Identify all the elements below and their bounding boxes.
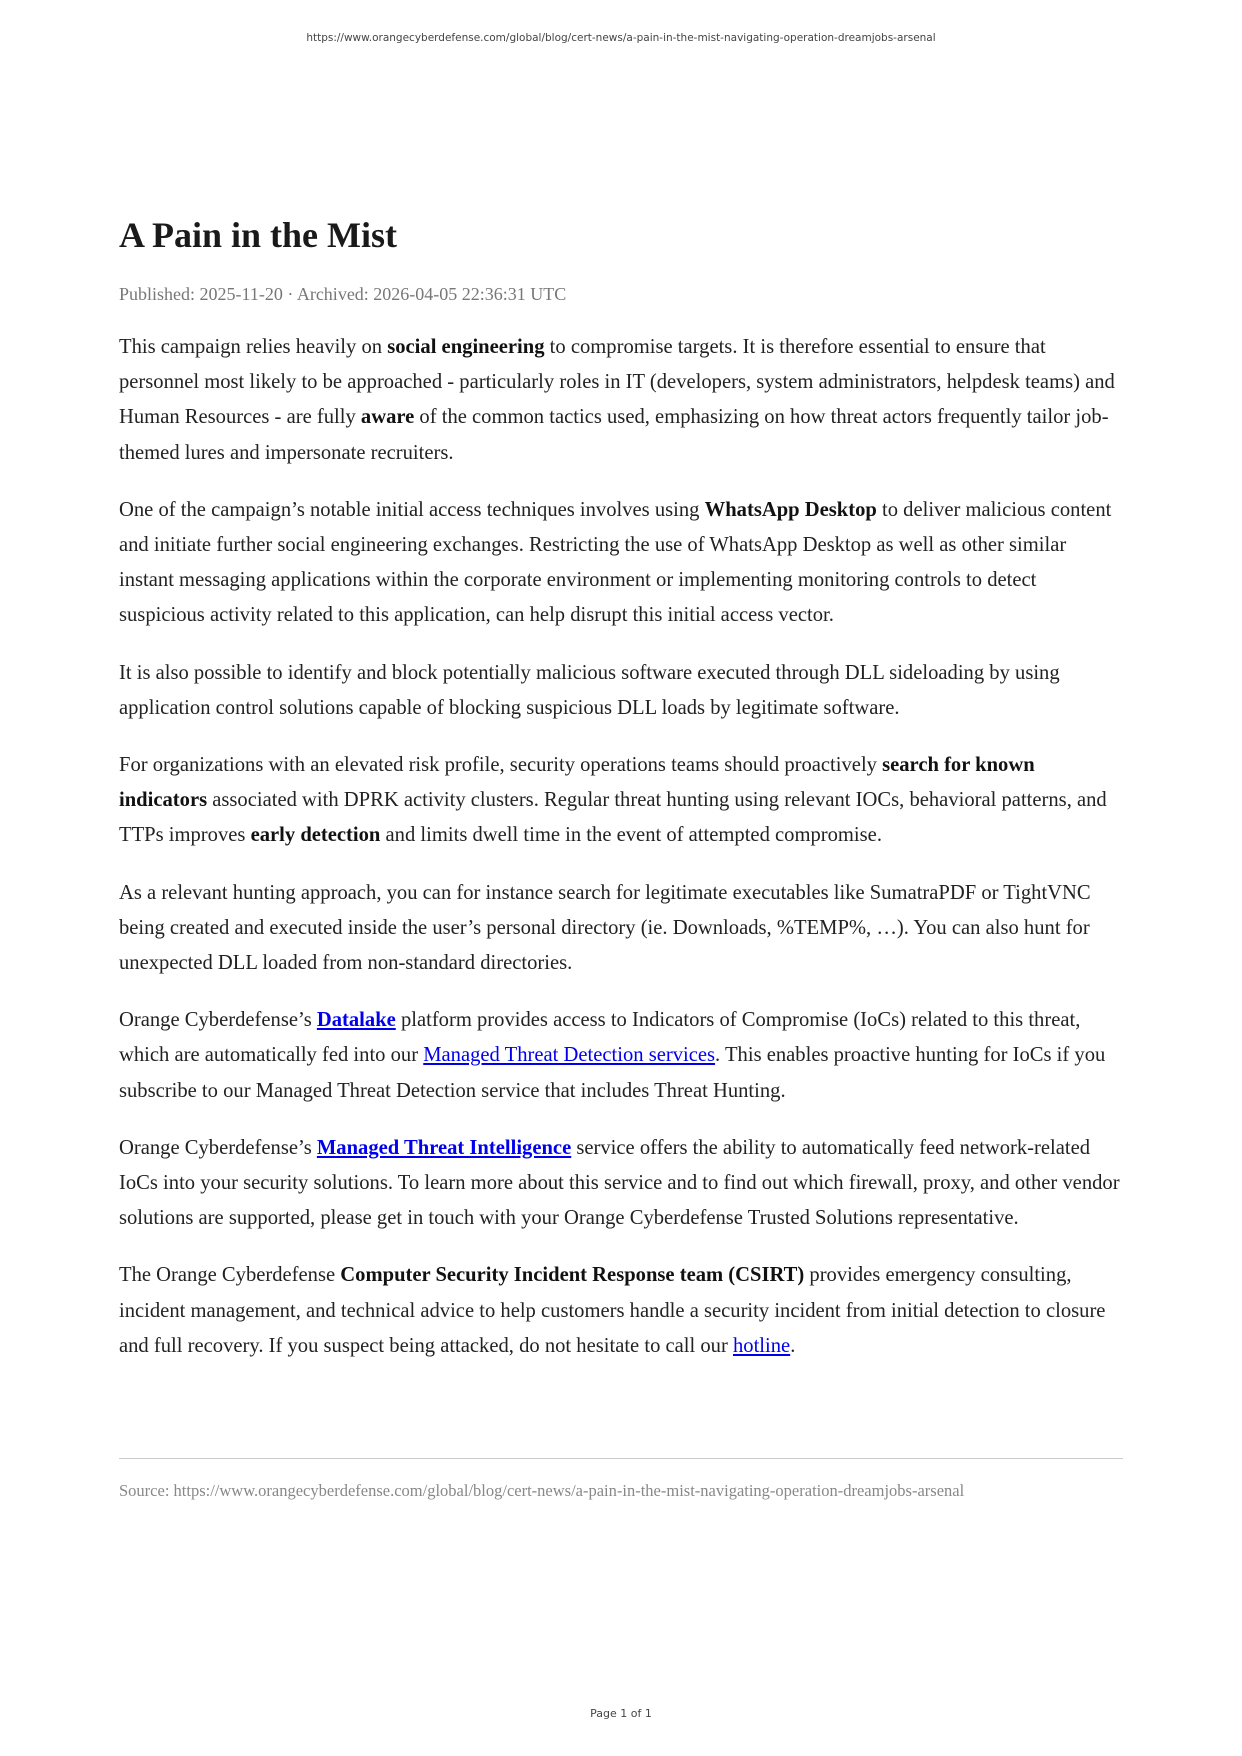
page-url-header: https://www.orangecyberdefense.com/global/blog/cert-news/a-pain-in-the-mist-navigating-operation-dreamjobs-arsenal [306,32,936,44]
text: As a relevant hunting approach, you can for instance search for legitimate executables like SumatraPDF or TightVNC being created and executed inside the user’s personal directory (ie. Downloads, %TEMP%, …). You can also hunt for unexpected DLL loaded from non-standard directories. [119,881,1091,975]
page-title: A Pain in the Mist [119,215,398,255]
paragraph [119,1131,1124,1237]
text: to compromise targets. It is therefore essential to ensure that personnel most likely to be approached - particularly roles in IT (developers, system administrators, helpdesk teams) and Human Resources - are fully [119,336,1115,429]
divider [119,1458,1123,1459]
text: Orange Cyberdefense’s [119,1009,317,1032]
text: It is also possible to identify and block potentially malicious software executed through DLL sideloading by using application control solutions capable of blocking suspicious DLL loads by legitimate software. [119,661,1060,719]
text: . [790,1334,796,1357]
text: This campaign relies heavily on [119,336,388,358]
bold-text: aware [360,406,415,429]
text: For organizations with an elevated risk profile, security operations teams should proactively [119,754,883,777]
bold-text: social engineering [387,336,545,358]
text: One of the campaign’s notable initial access techniques involves using [119,498,705,521]
paragraph [119,656,1124,726]
text: The Orange Cyberdefense [119,1264,341,1287]
bold-text: search for known indicators [119,754,1035,812]
text: service offers the ability to automatically feed network-related IoCs into your security solutions. To learn more about this service and to find out which firewall, proxy, and other vendor solutions are supported, please get in touch with your Orange Cyberdefense Trusted Solutions representative. [119,1136,1120,1230]
text: Orange Cyberdefense’s [119,1136,317,1159]
text: of the common tactics used, emphasizing on how threat actors frequently tailor job-themed lures and impersonate recruiters. [119,406,1109,464]
text: . This enables proactive hunting for IoCs if you subscribe to our Managed Threat Detection service that includes Threat Hunting. [119,1044,1106,1102]
paragraph [119,1003,1124,1109]
link[interactable]: hotline [732,1334,791,1357]
link[interactable]: Managed Threat Intelligence [316,1136,572,1159]
bold-text: WhatsApp Desktop [704,498,877,521]
paragraph [119,748,1124,854]
page-number: Page 1 of 1 [590,1707,652,1720]
text: platform provides access to Indicators of Compromise (IoCs) related to this threat, which are automatically fed into our [119,1009,1081,1067]
paragraph [119,876,1124,982]
bold-text: Computer Security Incident Response team (CSIRT) [340,1264,805,1287]
text: to deliver malicious content and initiate further social engineering exchanges. Restricting the use of WhatsApp Desktop as well as other similar instant messaging applications within the corporate environment or implementing monitoring controls to detect suspicious activity related to this application, can help disrupt this initial access vector. [119,498,1112,627]
paragraph [119,1258,1124,1364]
text: and limits dwell time in the event of attempted compromise. [380,824,882,847]
text: provides emergency consulting, incident management, and technical advice to help customers handle a security incident from initial detection to closure and full recovery. If you suspect being attacked, do not hesitate to call our [119,1264,1106,1357]
link[interactable]: Datalake [316,1009,396,1032]
publish-meta: Published: 2025-11-20 · Archived: 2026-04-05 22:36:31 UTC [119,284,567,304]
text: associated with DPRK activity clusters. Regular threat hunting using relevant IOCs, behavioral patterns, and TTPs improves [119,789,1107,847]
source-line: Source: https://www.orangecyberdefense.com/global/blog/cert-news/a-pain-in-the-mist-navigating-operation-dreamjobs-arsenal [119,1481,965,1500]
paragraph [119,330,1124,471]
article [119,212,1124,1386]
paragraph [119,493,1124,634]
article-body [119,330,1124,1364]
bold-text: early detection [250,824,381,847]
link[interactable]: Managed Threat Detection services [423,1044,716,1067]
